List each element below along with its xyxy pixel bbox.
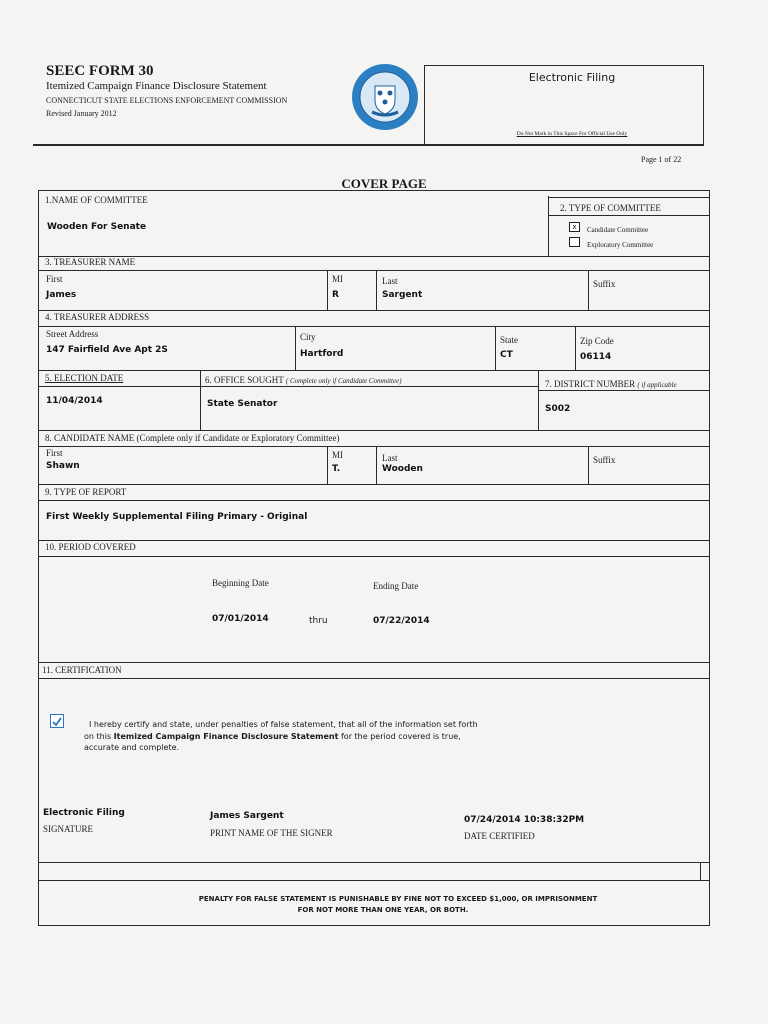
form-title: SEEC FORM 30 bbox=[46, 63, 154, 79]
page-title: COVER PAGE bbox=[341, 176, 427, 191]
official-use-note: Do Not Mark in This Space For Official Use Only bbox=[516, 131, 628, 137]
candidate-committee-label: Candidate Committee bbox=[587, 226, 649, 234]
address-section-label: 4. TREASURER ADDRESS bbox=[45, 312, 150, 322]
candidate-mi-label: MI bbox=[332, 450, 343, 460]
state-label: State bbox=[500, 335, 518, 345]
candidate-last-label: Last bbox=[382, 453, 398, 463]
candidate-last: Wooden bbox=[382, 464, 423, 474]
treasurer-mi: R bbox=[332, 290, 339, 300]
city-value: Hartford bbox=[300, 349, 344, 359]
certification-checkbox[interactable] bbox=[50, 714, 64, 728]
thru-text: thru bbox=[309, 616, 328, 626]
treasurer-section-label: 3. TREASURER NAME bbox=[45, 257, 136, 267]
exploratory-committee-label: Exploratory Committee bbox=[587, 241, 654, 249]
treasurer-last-label: Last bbox=[382, 276, 398, 286]
office-value: State Senator bbox=[207, 399, 278, 409]
signature-value: Electronic Filing bbox=[43, 808, 125, 818]
report-type-value: First Weekly Supplemental Filing Primary - Original bbox=[46, 512, 308, 522]
check-icon bbox=[51, 716, 63, 728]
signer-value: James Sargent bbox=[210, 811, 284, 821]
certification-section-label: 11. CERTIFICATION bbox=[42, 665, 122, 675]
candidate-first: Shawn bbox=[46, 461, 80, 471]
begin-date-value: 07/01/2014 bbox=[212, 614, 269, 624]
page-number: Page 1 of 22 bbox=[641, 155, 682, 164]
candidate-section-label: 8. CANDIDATE NAME (Complete only if Candidate or Exploratory Committee) bbox=[45, 433, 340, 443]
candidate-committee-checkbox[interactable]: x bbox=[569, 222, 580, 232]
candidate-first-label: First bbox=[46, 448, 63, 458]
end-date-label: Ending Date bbox=[373, 581, 419, 591]
date-certified-value: 07/24/2014 10:38:32PM bbox=[464, 815, 585, 825]
date-certified-label: DATE CERTIFIED bbox=[464, 831, 535, 841]
agency-name: CONNECTICUT STATE ELECTIONS ENFORCEMENT COMMISSION bbox=[46, 96, 288, 105]
end-date-value: 07/22/2014 bbox=[373, 616, 430, 626]
committee-section-label: 1.NAME OF COMMITTEE bbox=[45, 195, 148, 205]
district-label: 7. DISTRICT NUMBER ( if applicable bbox=[545, 379, 677, 389]
treasurer-last: Sargent bbox=[382, 290, 423, 300]
office-label: 6. OFFICE SOUGHT ( Complete only if Candidate Committee) bbox=[205, 375, 402, 385]
treasurer-mi-label: MI bbox=[332, 274, 343, 284]
report-section-label: 9. TYPE OF REPORT bbox=[45, 487, 127, 497]
treasurer-first: James bbox=[46, 290, 77, 300]
header-rule bbox=[33, 144, 704, 146]
form-frame bbox=[38, 190, 710, 926]
form-subtitle: Itemized Campaign Finance Disclosure Statement bbox=[46, 80, 267, 92]
treasurer-suffix-label: Suffix bbox=[593, 279, 616, 289]
zip-label: Zip Code bbox=[580, 336, 614, 346]
committee-type-label: 2. TYPE OF COMMITTEE bbox=[560, 203, 661, 213]
period-section-label: 10. PERIOD COVERED bbox=[45, 542, 136, 552]
state-seal-image bbox=[350, 62, 420, 132]
electronic-filing-title: Electronic Filing bbox=[528, 71, 616, 84]
district-value: S002 bbox=[545, 404, 571, 414]
candidate-mi: T. bbox=[332, 464, 341, 474]
candidate-suffix-label: Suffix bbox=[593, 455, 616, 465]
election-date-label: 5. ELECTION DATE bbox=[45, 373, 124, 383]
signature-label: SIGNATURE bbox=[43, 824, 94, 834]
zip-value: 06114 bbox=[580, 352, 612, 362]
signer-label: PRINT NAME OF THE SIGNER bbox=[210, 828, 333, 838]
certification-text-line-1: I hereby certify and state, under penalties of false statement, that all of the information set forth bbox=[89, 720, 478, 729]
certification-text-line-3: accurate and complete. bbox=[84, 743, 180, 752]
treasurer-first-label: First bbox=[46, 274, 63, 284]
certification-text-line-2: on this Itemized Campaign Finance Disclosure Statement for the period covered is true, bbox=[84, 732, 461, 741]
street-label: Street Address bbox=[46, 329, 99, 339]
election-date-value: 11/04/2014 bbox=[46, 396, 103, 406]
penalty-line-2: FOR NOT MORE THAN ONE YEAR, OR BOTH. bbox=[297, 906, 469, 914]
street-value: 147 Fairfield Ave Apt 2S bbox=[46, 345, 168, 355]
exploratory-committee-checkbox[interactable] bbox=[569, 237, 580, 247]
committee-name: Wooden For Senate bbox=[47, 222, 147, 232]
penalty-line-1: PENALTY FOR FALSE STATEMENT IS PUNISHABLE BY FINE NOT TO EXCEED $1,000, OR IMPRISONMENT bbox=[198, 895, 598, 903]
revised-date: Revised January 2012 bbox=[46, 109, 117, 118]
city-label: City bbox=[300, 332, 316, 342]
state-value: CT bbox=[500, 350, 513, 360]
begin-date-label: Beginning Date bbox=[212, 578, 269, 588]
